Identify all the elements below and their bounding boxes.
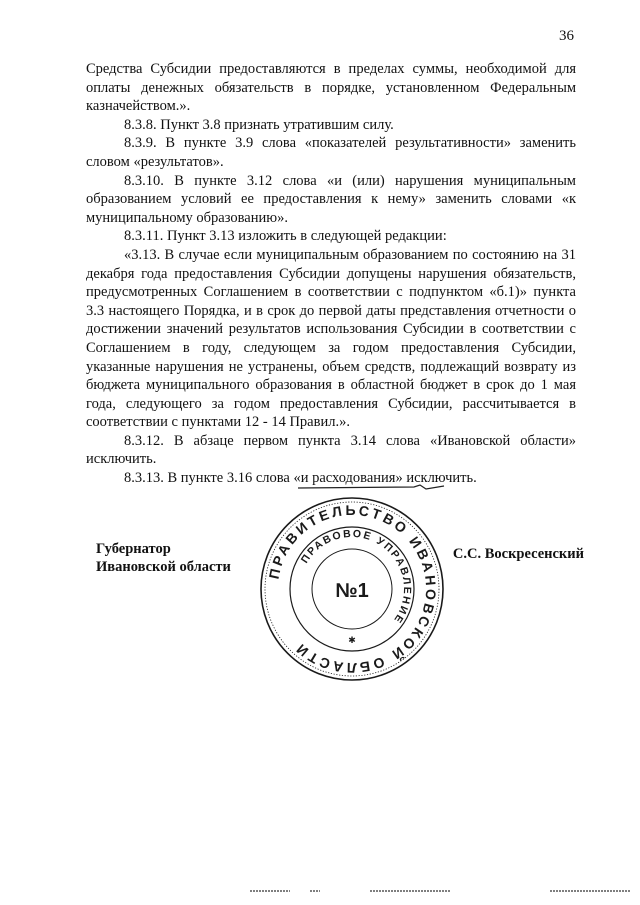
stamp-center-number: №1 — [335, 580, 369, 602]
paragraph-8-3-9: 8.3.9. В пункте 3.9 слова «показателей результативности» заменить словом «результатов». — [86, 135, 576, 170]
signature-title — [96, 540, 231, 576]
handwritten-underline — [296, 483, 446, 491]
paragraph-funds-limit: Средства Субсидии предоставляются в пределах суммы, необходимой для оплаты денежных обязательств в порядке, установленном Федеральным казначейством.». — [86, 61, 576, 115]
paragraph-8-3-10: 8.3.10. В пункте 3.12 слова «и (или) нарушения муниципальным образованием условий ее предоставления к нему» заменить словами «к муниципальному образованию». — [86, 172, 576, 226]
signature-title-line2: Ивановской области — [96, 559, 231, 575]
svg-text:ПРАВОВОЕ УПРАВЛЕНИЕ — [299, 528, 413, 627]
page-number: 36 — [559, 28, 574, 44]
document-body — [86, 60, 576, 488]
stamp-star-icon: ✱ — [348, 636, 356, 646]
stamp-inner-text: ПРАВОВОЕ УПРАВЛЕНИЕ — [298, 527, 414, 627]
paragraph-3-13: «3.13. В случае если муниципальным образованием по состоянию на 31 декабря года предоставления Субсидии допущены нарушения обязательств, предусмотренных Соглашением в соответствии с подпунктом «б.1)» пункта 3.3 настоящего Порядка, и в срок до первой даты представления отчетности о достижении значений результатов использования Субсидии в соответствии с Соглашением в году, следующем за годом предоставления Субсидии, указанные нарушения не устранены, объем средств, подлежащий возврату из бюджета муниципального образования в областной бюджет в срок до 1 мая года, следующего за годом предоставления Субсидии, рассчитывается в соответствии с пунктами 12 - 14 Правил.». — [86, 246, 576, 431]
official-stamp — [259, 496, 445, 682]
paragraph-8-3-11: 8.3.11. Пункт 3.13 изложить в следующей редакции: — [124, 228, 447, 245]
paragraph-8-3-12: 8.3.12. В абзаце первом пункта 3.14 слова «Ивановской области» исключить. — [86, 432, 576, 468]
paragraph-8-3-8: 8.3.8. Пункт 3.8 признать утратившим силу. — [124, 116, 394, 133]
stamp-outer-text: ПРАВИТЕЛЬСТВО ИВАНОВСКОЙ ОБЛАСТИ — [265, 501, 440, 677]
signatory-name: С.С. Воскресенский — [452, 546, 584, 562]
scan-bottom-edge — [250, 889, 630, 893]
paragraph-8-3-13: 8.3.13. В пункте 3.16 слова «и расходования» исключить. — [124, 470, 477, 487]
signature-title-line1: Губернатор — [96, 541, 171, 557]
